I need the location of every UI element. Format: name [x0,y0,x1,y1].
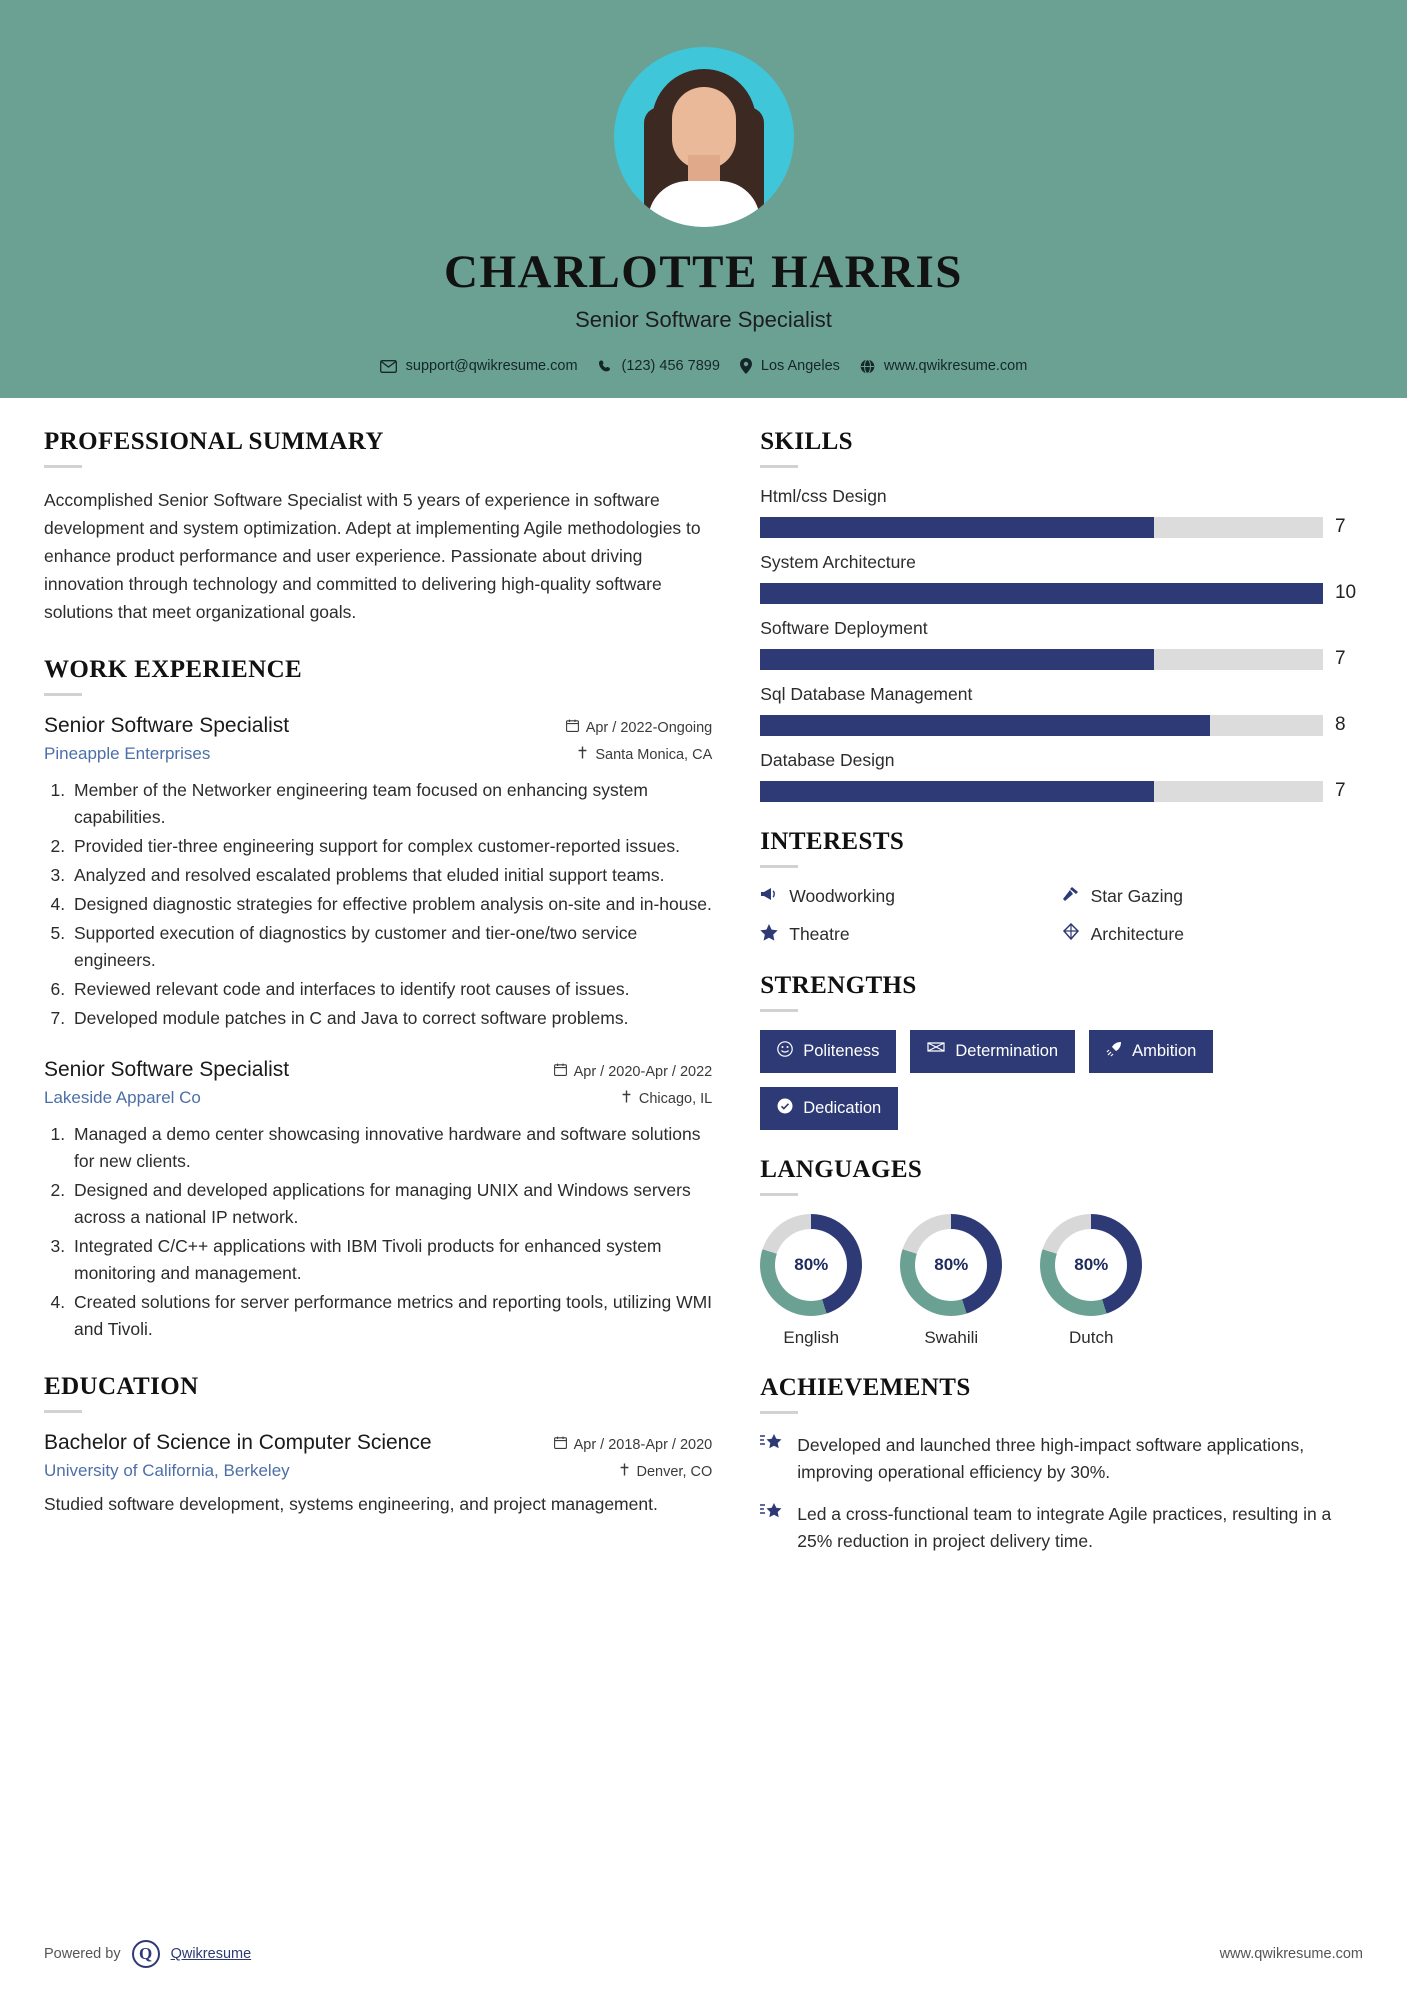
list-item: 4. Designed diagnostic strategies for effective problem analysis on-site and in-house. [70,891,712,918]
job-role-subtitle: Senior Software Specialist [575,307,832,332]
megaphone-icon [760,886,778,907]
job-dates: Apr / 2022-Ongoing [566,719,713,736]
skill-label: Html/css Design [760,486,887,506]
section-professional-summary [44,428,712,626]
language-donut [1040,1214,1142,1316]
job-bullets [70,777,712,1032]
page-footer [0,1940,1407,1990]
list-item: 6. Reviewed relevant code and interfaces to identify root causes of issues. [70,976,712,1003]
right-column [756,428,1363,1570]
divider [44,1410,82,1413]
skills-title: SKILLS [760,428,853,455]
job-company[interactable]: Lakeside Apparel Co [44,1088,201,1107]
skill-item [760,684,1363,736]
list-item: 1. Member of the Networker engineering team focused on enhancing system capabilities. [70,777,712,831]
interest-item: Star Gazing [1062,886,1363,907]
skill-track [760,649,1323,670]
flag-icon [927,1041,945,1062]
interest-item: Woodworking [760,886,1061,907]
contact-location-text: Los Angeles [760,358,840,374]
qwikresume-logo-icon: Q [132,1940,160,1968]
strengths-title: STRENGTHS [760,972,917,999]
pin-icon [621,1090,632,1107]
strength-chip: Politeness [760,1030,896,1073]
location-icon [740,358,752,374]
interest-item: Theatre [760,923,1061,946]
avatar [614,47,794,227]
contact-phone-text: (123) 456 7899 [621,358,720,374]
list-item: 5. Supported execution of diagnostics by customer and tier-one/two service engineers. [70,920,712,974]
divider [760,865,798,868]
section-work-experience [44,656,712,1343]
pin-icon [577,746,588,763]
skill-value: 7 [1334,780,1346,801]
divider [44,465,82,468]
interest-item: Architecture [1062,923,1363,946]
skill-value: 7 [1334,648,1346,669]
job-dates: Apr / 2020-Apr / 2022 [554,1063,713,1080]
strength-chip: Dedication [760,1087,898,1130]
list-item: 7. Developed module patches in C and Java to correct software problems. [70,1005,712,1032]
section-languages [760,1156,1363,1348]
divider [760,1411,798,1414]
skill-label: Sql Database Management [760,684,973,704]
resume-body [0,398,1407,1570]
calendar-icon [554,1436,567,1453]
calendar-icon [554,1063,567,1080]
contact-location[interactable] [740,358,840,374]
skill-value: 7 [1334,516,1346,537]
language-name: English [783,1328,840,1347]
phone-icon [598,359,613,374]
section-skills [760,428,1363,802]
languages-title: LANGUAGES [760,1156,923,1183]
language-percent: 80% [1055,1229,1127,1301]
hammer-icon [1062,886,1080,907]
divider [44,693,82,696]
education-dates: Apr / 2018-Apr / 2020 [554,1436,713,1453]
skill-track [760,781,1323,802]
skill-value: 8 [1334,714,1346,735]
language-item [1040,1214,1142,1348]
contact-email[interactable] [380,358,578,374]
globe-icon [860,359,875,374]
skill-label: Software Deployment [760,618,928,638]
contact-website[interactable] [860,358,1027,374]
divider [760,465,798,468]
compass-icon [1062,923,1080,946]
education-description: Studied software development, systems engineering, and project management. [44,1494,658,1514]
list-item: 3. Analyzed and resolved escalated problems that eluded initial support teams. [70,862,712,889]
pin-icon [619,1463,630,1480]
skill-label: Database Design [760,750,895,770]
education-location: Denver, CO [619,1463,713,1480]
skill-label: System Architecture [760,552,916,572]
rocket-icon [1106,1041,1122,1062]
language-name: Dutch [1069,1328,1114,1347]
skill-track [760,583,1323,604]
mail-icon [380,360,397,373]
language-percent: 80% [915,1229,987,1301]
skill-item [760,750,1363,802]
degree-title: Bachelor of Science in Computer Science [44,1431,432,1454]
contact-website-text: www.qwikresume.com [883,358,1028,374]
language-item [900,1214,1002,1348]
language-percent: 80% [775,1229,847,1301]
skill-value: 10 [1334,582,1357,603]
divider [760,1193,798,1196]
achievement-item: Led a cross-functional team to integrate Agile practices, resulting in a 25% reduction in project delivery time. [760,1501,1363,1555]
strength-chip: Ambition [1089,1030,1213,1073]
job-location: Santa Monica, CA [577,746,712,763]
job-location: Chicago, IL [621,1090,712,1107]
achievement-item: Developed and launched three high-impact software applications, improving operational efficiency by 30%. [760,1432,1363,1486]
brand-link[interactable]: Qwikresume [170,1946,252,1962]
summary-text: Accomplished Senior Software Specialist with 5 years of experience in software development and system optimization. Adept at implementing Agile methodologies to enhance product performance and user experience. Passionate about driving innovation through technology and committed to delivering high-quality software solutions that meet organizational goals. [44,490,701,622]
skill-track [760,517,1323,538]
badge-star-icon [760,1432,784,1486]
badge-star-icon [760,1501,784,1555]
divider [760,1009,798,1012]
job-title: Senior Software Specialist [44,714,290,737]
skill-track [760,715,1323,736]
powered-by-label: Powered by [44,1946,121,1962]
list-item: 1. Managed a demo center showcasing innovative hardware and software solutions for new clients. [70,1121,712,1175]
footer-website[interactable]: www.qwikresume.com [1219,1946,1363,1962]
experience-item [44,1058,712,1343]
section-achievements [760,1374,1363,1555]
job-bullets [70,1121,712,1343]
calendar-icon [566,719,579,736]
list-item: 2. Designed and developed applications for managing UNIX and Windows servers across a national IP network. [70,1177,712,1231]
contact-email-text: support@qwikresume.com [405,358,578,374]
list-item: 4. Created solutions for server performance metrics and reporting tools, utilizing WMI and Tivoli. [70,1289,712,1343]
language-donut [900,1214,1002,1316]
achievements-title: ACHIEVEMENTS [760,1374,971,1401]
language-donut [760,1214,862,1316]
interests-title: INTERESTS [760,828,905,855]
section-strengths [760,972,1363,1130]
skill-item [760,618,1363,670]
list-item: 2. Provided tier-three engineering support for complex customer-reported issues. [70,833,712,860]
skill-item [760,552,1363,604]
experience-title: WORK EXPERIENCE [44,656,303,683]
language-name: Swahili [924,1328,979,1347]
skill-item [760,486,1363,538]
education-title: EDUCATION [44,1373,199,1400]
education-item [44,1431,712,1518]
section-education [44,1373,712,1518]
section-interests [760,828,1363,946]
list-item: 3. Integrated C/C++ applications with IBM Tivoli products for enhanced system monitoring and management. [70,1233,712,1287]
school-name[interactable]: University of California, Berkeley [44,1461,290,1480]
summary-title: PROFESSIONAL SUMMARY [44,428,384,455]
contact-phone[interactable] [598,358,720,374]
left-column [44,428,756,1570]
language-item [760,1214,862,1348]
check-circle-icon [777,1098,793,1119]
page-title: CHARLOTTE HARRIS [444,246,963,298]
contact-row [0,358,1407,374]
resume-header [0,0,1407,398]
smiley-icon [777,1041,793,1062]
job-company[interactable]: Pineapple Enterprises [44,744,211,763]
experience-item [44,714,712,1032]
strength-chip: Determination [910,1030,1075,1073]
star-icon [760,924,778,946]
job-title: Senior Software Specialist [44,1058,290,1081]
